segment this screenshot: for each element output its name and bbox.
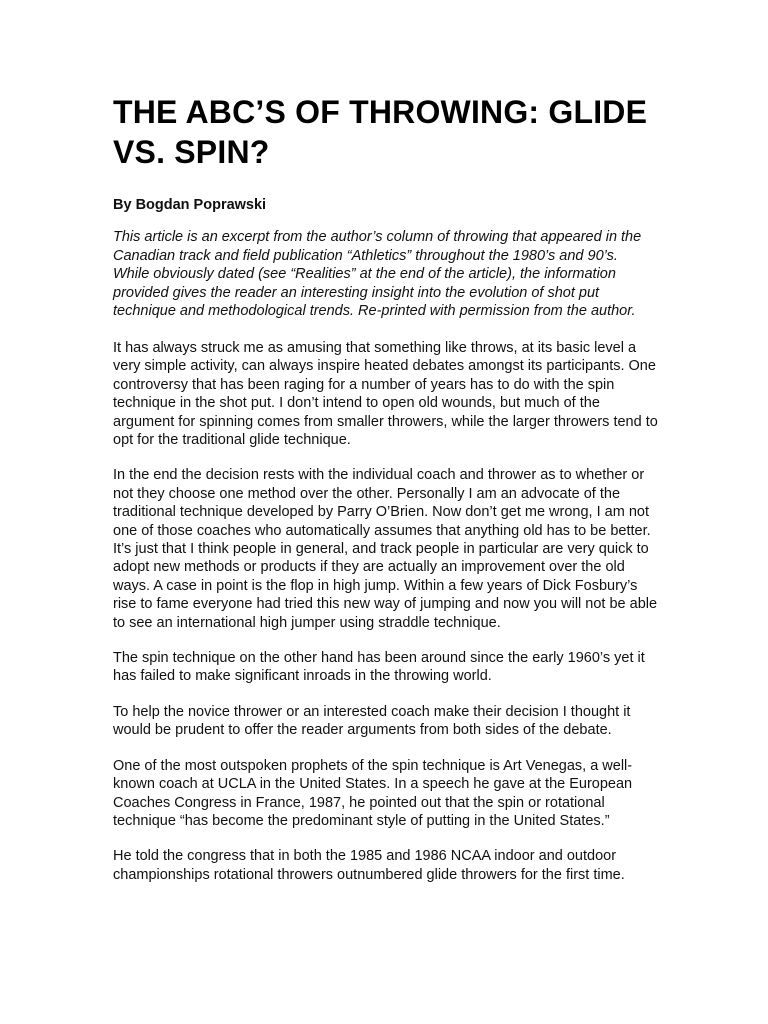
article-byline: By Bogdan Poprawski <box>113 197 267 213</box>
paragraph-6: He told the congress that in both the 1985 and 1986 NCAA indoor and outdoor championships rotational throwers outnumbered glide throwers for the first time. <box>113 848 625 883</box>
article-intro: This article is an excerpt from the author’s column of throwing that appeared in the Canadian track and field publication “Athletics” throughout the 1980’s and 90’s. While obviously dated (see “Realities” at the end of the article), the information provided gives the reader an interesting insight into the evolution of shot put technique and methodological trends. Re-printed with permission from the author. <box>113 229 642 320</box>
paragraph-3: The spin technique on the other hand has been around since the early 1960’s yet it has failed to make significant inroads in the throwing world. <box>113 650 645 685</box>
paragraph-4: To help the novice thrower or an interested coach make their decision I thought it would be prudent to offer the reader arguments from both sides of the debate. <box>113 703 631 739</box>
paragraph-5: One of the most outspoken prophets of the spin technique is Art Venegas, a well-known coach at UCLA in the United States. In a speech he gave at the European Coaches Congress in France, 1987, he pointed out that the spin or rotational technique “has become the predominant style of putting in the United States.” <box>113 757 633 829</box>
paragraph-1: It has always struck me as amusing that something like throws, at its basic level a very simple activity, can always inspire heated debates amongst its participants. One controversy that has been raging for a number of years has to do with the spin technique in the shot put. I don’t intend to open old wounds, but much of the argument for spinning comes from smaller throwers, while the larger throwers tend to opt for the traditional glide technique. <box>113 339 658 448</box>
paragraph-2: In the end the decision rests with the individual coach and thrower as to whether or not they choose one method over the other. Personally I am an advocate of the traditional technique developed by Parry O’Brien. Now don’t get me wrong, I am not one of those coaches who automatically assumes that anything old has to be better. It’s just that I think people in general, and track people in particular are very quick to adopt new methods or products if they are actually an improvement over the old ways. A case in point is the flop in high jump. Within a few years of Dick Fosbury’s rise to fame everyone had tried this new way of jumping and now you will not be able to see an international high jumper using straddle technique. <box>113 467 658 631</box>
article-title: THE ABC’S OF THROWING: GLIDE VS. SPIN? <box>113 94 648 170</box>
document-page <box>113 92 658 901</box>
